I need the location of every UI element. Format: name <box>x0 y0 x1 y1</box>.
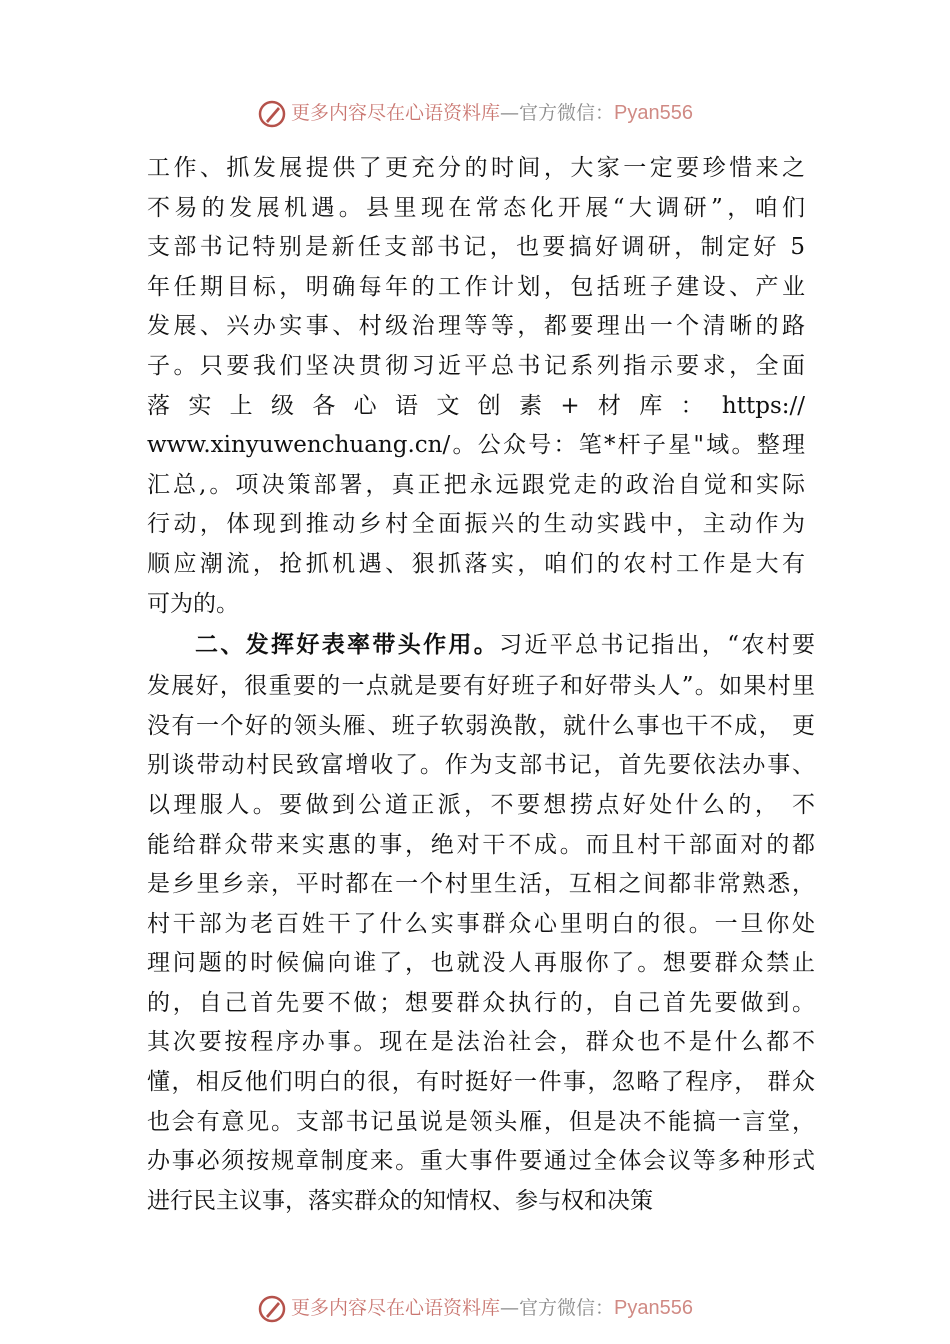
text-line: 工作、抓发展提供了更充分的时间，大家一定要珍惜来之 <box>147 155 805 181</box>
text-line: 发展好，很重要的一点就是要有好班子和好带头人”。如果村里 <box>147 673 815 700</box>
heading-line: 二、发挥好表率带头作用。习近平总书记指出，“农村要 <box>195 632 816 659</box>
text-line: 落实上级各心语文创素+材库：https:// <box>147 392 805 419</box>
text-line: 以理服人。要做到公道正派，不要想捞点好处什么的， 不 <box>147 791 815 818</box>
text-line: 子。只要我们坚决贯彻习近平总书记系列指示要求，全面 <box>147 352 805 379</box>
text-line: 发展、兴办实事、村级治理等等，都要理出一个清晰的路 <box>147 313 805 340</box>
header-watermark: 更多内容尽在心语资料库—官方微信：Pyan556 <box>0 98 950 129</box>
section-heading: 二、发挥好表率带头作用。 <box>195 632 500 659</box>
text-line: 行动，体现到推动乡村全面振兴的生动实践中，主动作为 <box>147 511 805 538</box>
text-line: 汇总,。项决策部署，真正把永远跟党走的政治自觉和实际 <box>147 471 805 498</box>
text-line: 也会有意见。支部书记虽说是领头雁，但是决不能搞一言堂， <box>147 1108 815 1135</box>
text-line: 理问题的时候偏向谁了，也就没人再服你了。想要群众禁止 <box>147 950 815 977</box>
text-line: 是乡里乡亲，平时都在一个村里生活，互相之间都非常熟悉， <box>147 871 815 898</box>
text-line: 其次要按程序办事。现在是法治社会，群众也不是什么都不 <box>147 1029 815 1056</box>
text-line: 办事必须按规章制度来。重大事件要通过全体会议等多种形式 <box>147 1148 815 1175</box>
text-line: 懂，相反他们明白的很，有时挺好一件事，忽略了程序， 群众 <box>147 1069 815 1096</box>
text-line: 能给群众带来实惠的事，绝对干不成。而且村干部面对的都 <box>147 831 815 858</box>
text-line: 可为的。 <box>147 590 239 617</box>
text-line: 支部书记特别是新任支部书记，也要搞好调研，制定好 5 <box>147 234 805 261</box>
paragraph-2 <box>147 624 815 1221</box>
text-line: 顺应潮流，抢抓机遇、狠抓落实，咱们的农村工作是大有 <box>147 550 805 577</box>
text-line: 没有一个好的领头雁、班子软弱涣散，就什么事也干不成， 更 <box>147 712 815 739</box>
paragraph-1 <box>147 149 815 624</box>
text-line: 村干部为老百姓干了什么实事群众心里明白的很。一旦你处 <box>147 910 815 937</box>
pen-logo-icon <box>257 1294 287 1324</box>
text-line: 的，自己首先要不做；想要群众执行的，自己首先要做到。 <box>147 989 815 1016</box>
text-line: 进行民主议事，落实群众的知情权、参与权和决策 <box>147 1187 653 1214</box>
text-line: 不易的发展机遇。县里现在常态化开展“大调研”，咱们 <box>147 194 805 221</box>
text-line: 别谈带动村民致富增收了。作为支部书记，首先要依法办事、 <box>147 752 815 779</box>
text-line: www.xinyuwenchuang.cn/。公众号：笔*杆子星"域。整理 <box>147 432 805 459</box>
pen-logo-icon <box>257 99 287 129</box>
text-line: 年任期目标，明确每年的工作计划，包括班子建设、产业 <box>147 273 805 300</box>
footer-watermark: 更多内容尽在心语资料库—官方微信：Pyan556 <box>0 1293 950 1324</box>
document-body <box>147 149 815 1221</box>
